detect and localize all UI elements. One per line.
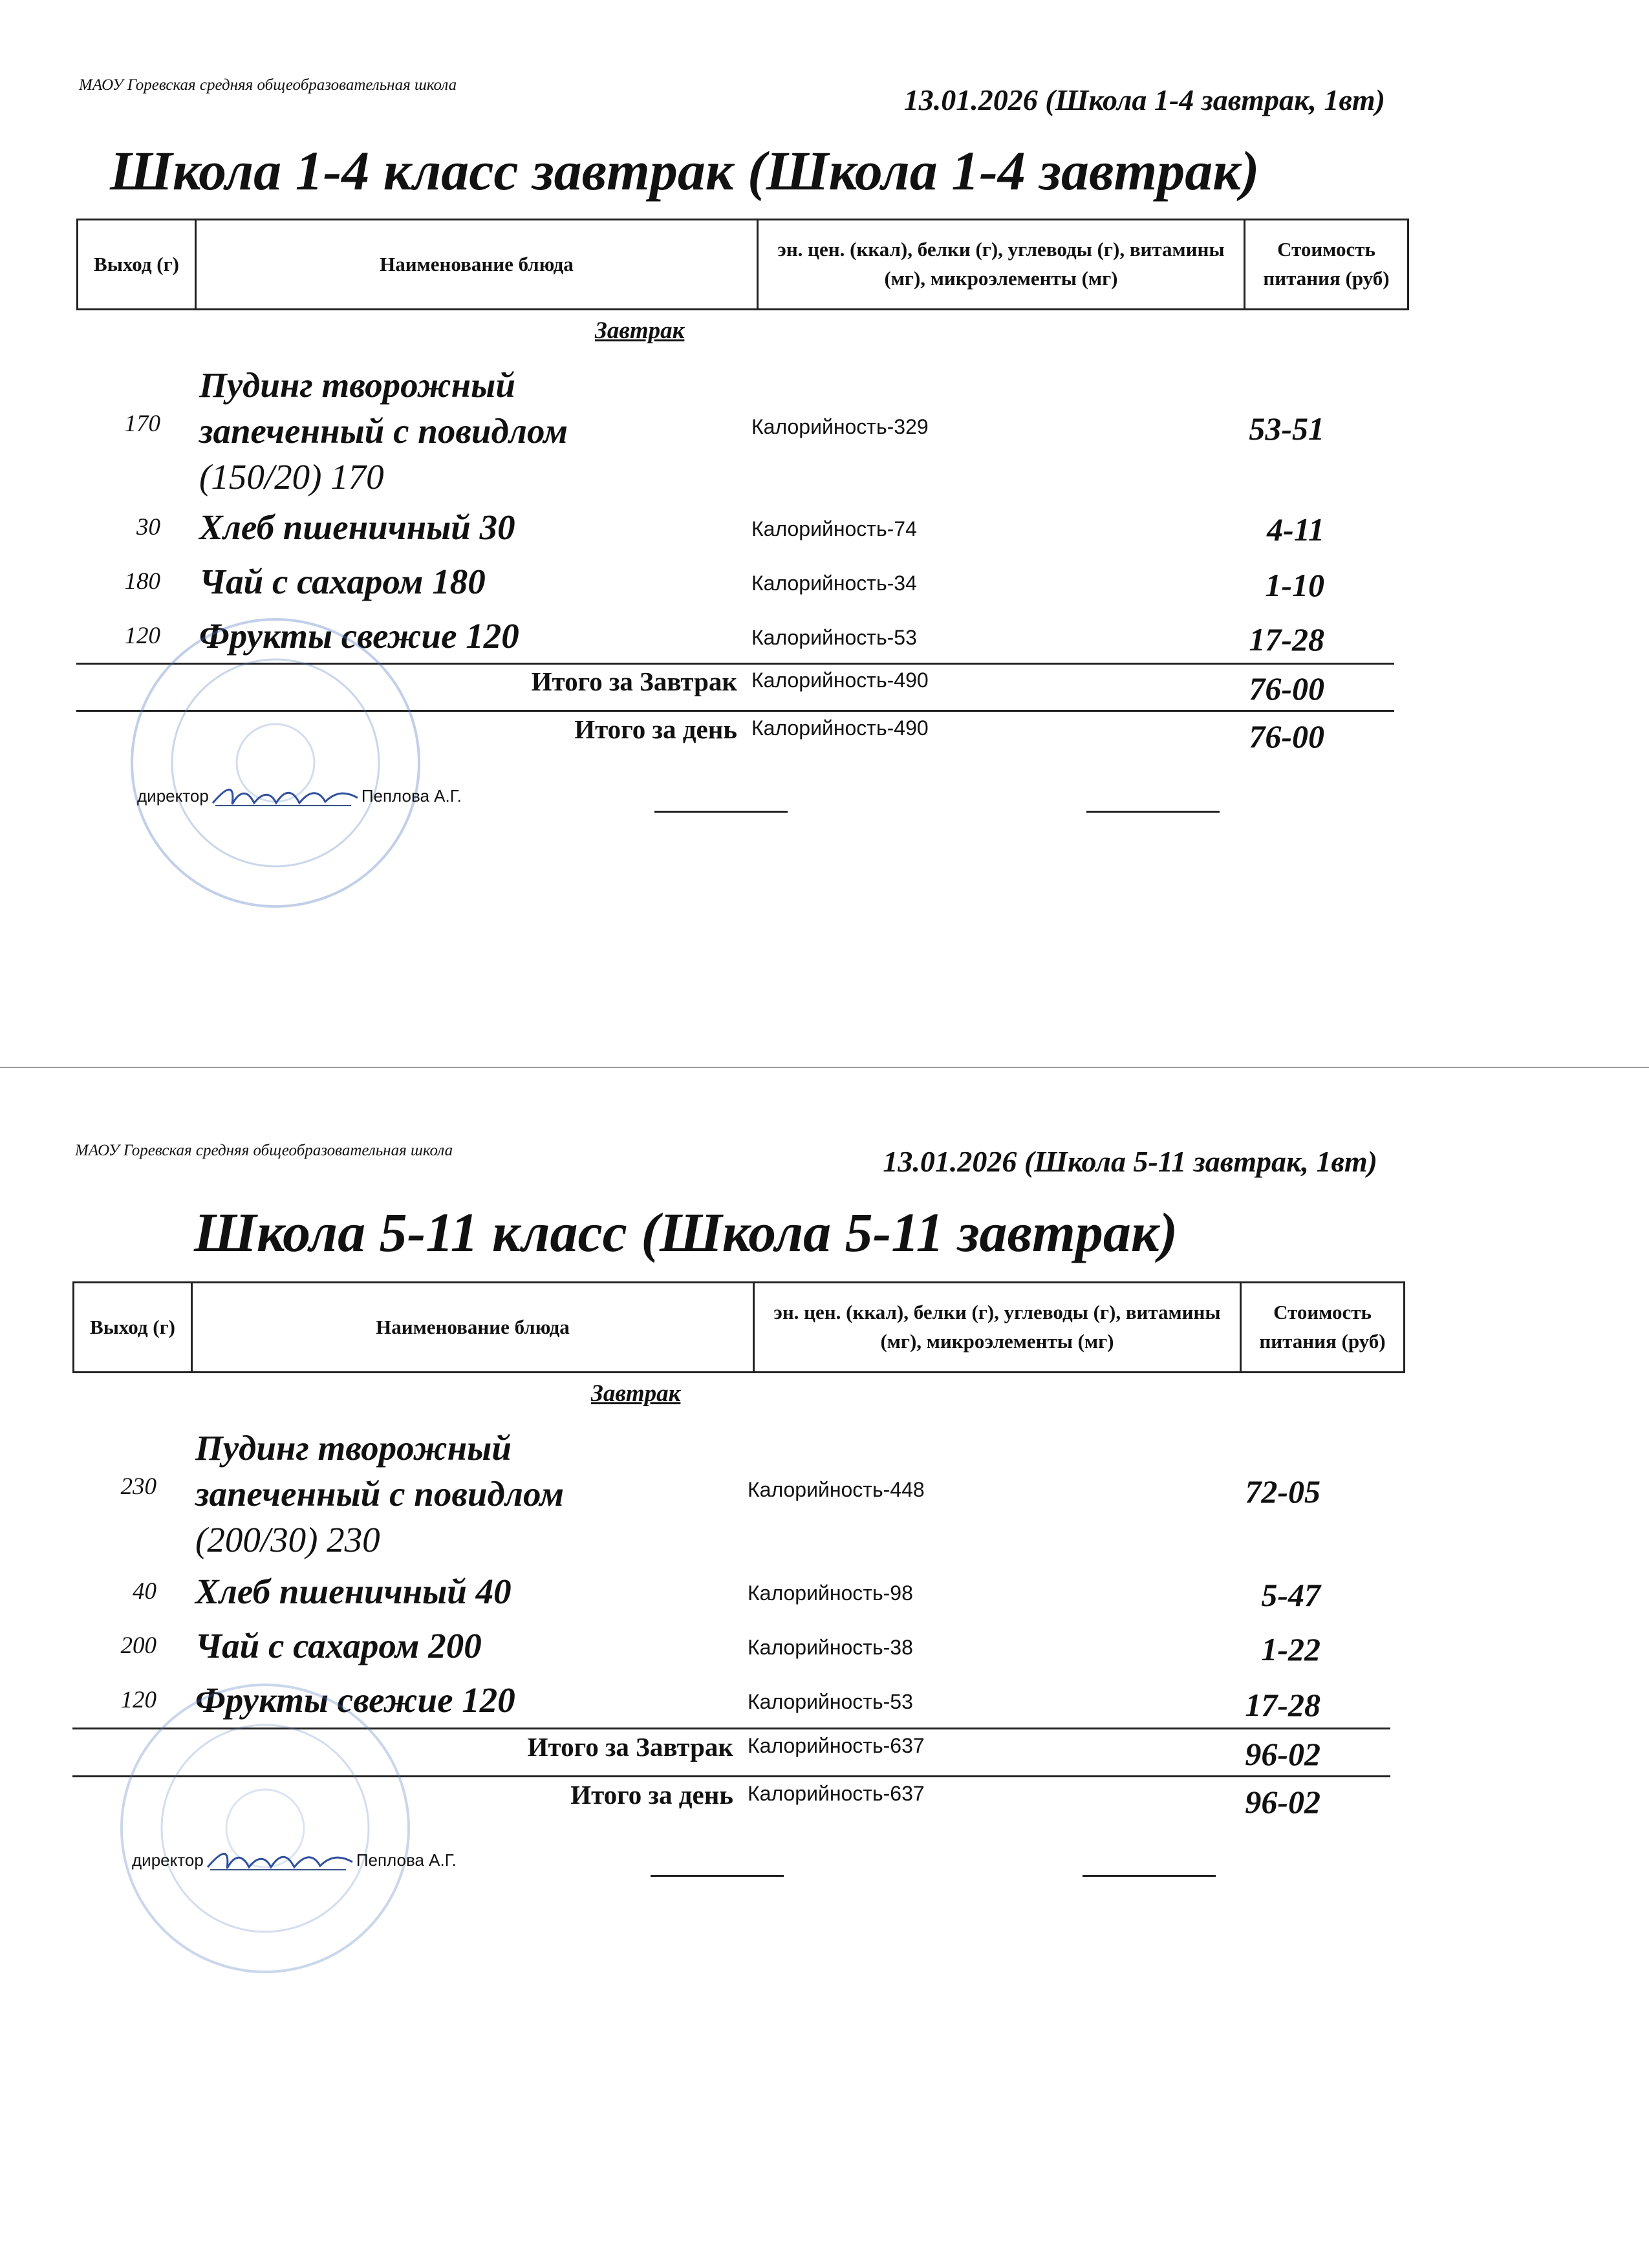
organization-name: МАОУ Горевская средняя общеобразовательная школа xyxy=(79,76,457,94)
date-line: 13.01.2026 (Школа 5-11 завтрак, 1вт) xyxy=(883,1145,1377,1178)
item-name xyxy=(195,1425,661,1563)
item-energy: Калорийность-329 xyxy=(751,415,929,438)
total-day-cost: 96-02 xyxy=(1245,1784,1320,1820)
item-cost: 53-51 xyxy=(1249,411,1324,447)
signer-name: Пеплова А.Г. xyxy=(361,786,462,806)
total-day-label: Итого за день xyxy=(574,714,737,744)
item-cost: 1-10 xyxy=(1265,567,1324,603)
blank-line xyxy=(1083,1875,1216,1877)
menu-item-row xyxy=(76,504,1396,550)
menu-title: Школа 5-11 класс (Школа 5-11 завтрак) xyxy=(194,1201,1178,1263)
organization-name: МАОУ Горевская средняя общеобразовательная школа xyxy=(75,1142,453,1159)
item-cost: 17-28 xyxy=(1245,1687,1320,1723)
header-yield: Выход (г) xyxy=(74,1283,192,1373)
menu-item-row xyxy=(76,559,1396,604)
item-name: Фрукты свежие 120 xyxy=(199,616,519,656)
item-name: Фрукты свежие 120 xyxy=(195,1680,515,1720)
item-energy: Калорийность-38 xyxy=(748,1636,913,1659)
item-yield: 40 xyxy=(133,1578,156,1605)
total-day-energy: Калорийность-490 xyxy=(751,716,929,740)
total-separator xyxy=(76,710,1394,712)
total-day-energy: Калорийность-637 xyxy=(748,1782,925,1805)
section-title: Завтрак xyxy=(595,317,685,344)
total-meal-energy: Калорийность-490 xyxy=(751,669,929,692)
item-name: Чай с сахаром 200 xyxy=(195,1626,482,1665)
stamp-seal xyxy=(127,614,424,912)
director-signature-block xyxy=(132,1848,457,1874)
item-yield: 120 xyxy=(124,623,160,649)
item-cost: 1-22 xyxy=(1261,1631,1320,1667)
item-energy: Калорийность-98 xyxy=(748,1581,913,1605)
menu-title: Школа 1-4 класс завтрак (Школа 1-4 завтрак) xyxy=(110,140,1260,202)
menu-school-5-11 xyxy=(0,1065,1649,2100)
item-name-line: Пудинг творожный xyxy=(195,1428,512,1468)
item-name-line: (150/20) 170 xyxy=(199,457,384,497)
stamp-seal xyxy=(116,1680,414,1977)
item-name-line: запеченный с повидлом xyxy=(199,411,568,451)
blank-line xyxy=(1086,811,1220,813)
total-day-cost: 76-00 xyxy=(1249,718,1324,754)
header-dish-name: Наименование блюда xyxy=(192,1283,754,1373)
item-cost: 72-05 xyxy=(1245,1473,1320,1510)
date-line: 13.01.2026 (Школа 1-4 завтрак, 1вт) xyxy=(903,83,1385,116)
item-energy: Калорийность-53 xyxy=(751,626,917,649)
item-yield: 180 xyxy=(124,568,160,595)
menu-item-row xyxy=(76,362,1396,498)
item-yield: 200 xyxy=(120,1632,156,1659)
menu-item-row xyxy=(72,1623,1392,1668)
header-energy-value: эн. цен. (ккал), белки (г), углеводы (г), витамины (мг), микроэлементы (мг) xyxy=(758,220,1245,310)
signer-name: Пеплова А.Г. xyxy=(356,1850,457,1870)
item-cost: 5-47 xyxy=(1261,1577,1320,1613)
menu-table-header xyxy=(76,219,1409,310)
item-name: Хлеб пшеничный 40 xyxy=(195,1572,512,1611)
header-energy-value: эн. цен. (ккал), белки (г), углеводы (г), витамины (мг), микроэлементы (мг) xyxy=(754,1283,1241,1373)
total-meal-cost: 96-02 xyxy=(1245,1736,1320,1772)
menu-table-header xyxy=(72,1281,1405,1373)
item-name: Хлеб пшеничный 30 xyxy=(199,508,515,547)
menu-item-row xyxy=(72,1677,1392,1722)
menu-school-1-4 xyxy=(0,0,1649,1034)
item-energy: Калорийность-74 xyxy=(751,517,917,540)
menu-item-row xyxy=(72,1425,1392,1561)
section-title: Завтрак xyxy=(591,1380,681,1407)
blank-line xyxy=(651,1875,784,1877)
header-dish-name: Наименование блюда xyxy=(196,220,758,310)
total-meal-label: Итого за Завтрак xyxy=(527,1732,733,1762)
total-meal-energy: Калорийность-637 xyxy=(748,1734,925,1757)
item-yield: 230 xyxy=(120,1473,156,1500)
director-signature-block xyxy=(137,784,462,809)
header-cost: Стоимость питания (руб) xyxy=(1241,1283,1405,1373)
item-energy: Калорийность-448 xyxy=(748,1478,925,1501)
item-energy: Калорийность-53 xyxy=(748,1690,913,1713)
total-separator xyxy=(76,663,1394,665)
item-yield: 170 xyxy=(124,411,160,437)
total-separator xyxy=(72,1728,1390,1729)
menu-item-row xyxy=(72,1568,1392,1614)
signer-role: директор xyxy=(137,786,209,806)
item-cost: 4-11 xyxy=(1267,511,1324,548)
total-day-label: Итого за день xyxy=(570,1780,733,1810)
item-name-line: Пудинг творожный xyxy=(199,365,515,405)
menu-item-row xyxy=(76,613,1396,658)
total-meal-cost: 76-00 xyxy=(1249,670,1324,707)
item-name: Чай с сахаром 180 xyxy=(199,562,486,601)
item-cost: 17-28 xyxy=(1249,621,1324,658)
item-yield: 120 xyxy=(120,1687,156,1713)
handwritten-signature xyxy=(209,784,361,809)
item-name-line: запеченный с повидлом xyxy=(195,1474,565,1514)
blank-line xyxy=(654,811,788,813)
item-energy: Калорийность-34 xyxy=(751,572,917,595)
item-name-line: (200/30) 230 xyxy=(195,1520,380,1559)
item-yield: 30 xyxy=(136,514,160,540)
signer-role: директор xyxy=(132,1850,204,1870)
header-yield: Выход (г) xyxy=(78,220,196,310)
header-cost: Стоимость питания (руб) xyxy=(1245,220,1408,310)
item-name xyxy=(199,362,665,500)
total-meal-label: Итого за Завтрак xyxy=(531,667,737,696)
handwritten-signature xyxy=(204,1848,356,1874)
total-separator xyxy=(72,1775,1390,1777)
